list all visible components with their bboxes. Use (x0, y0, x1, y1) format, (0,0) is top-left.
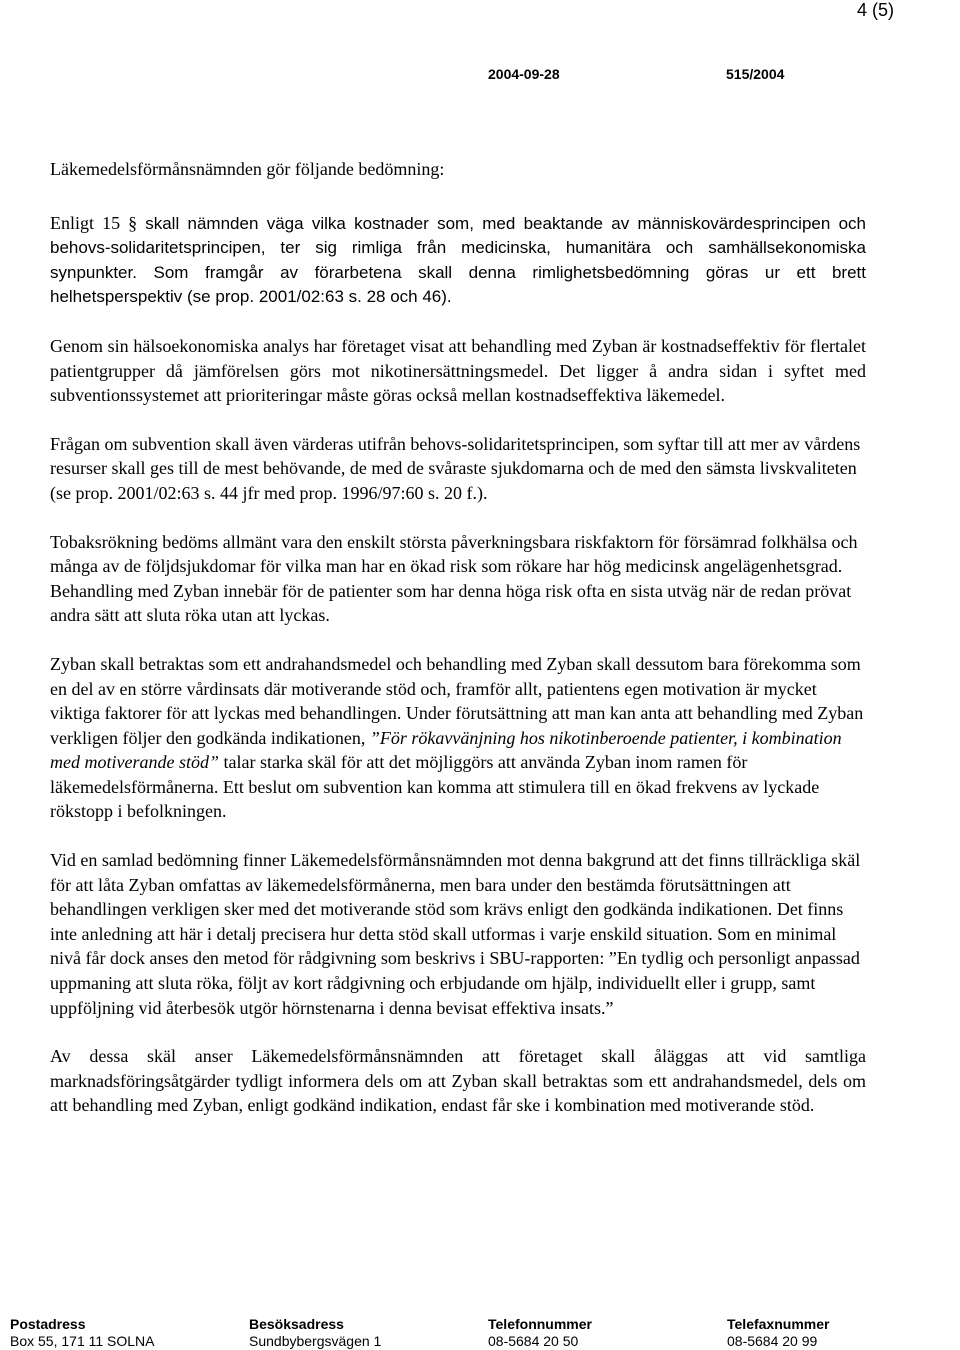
page-number: 4 (5) (856, 0, 894, 20)
footer-phone-label: Telefonnummer (488, 1316, 592, 1332)
footer-postal-label: Postadress (10, 1316, 86, 1332)
paragraph-text: skall nämnden väga vilka kostnader som, med beaktande av människovärdesprincipen och behovs-solidaritetsprincipen, ter sig rimliga från medicinska, humanitära och samhällsekonomiska synpunkter. (50, 213, 867, 282)
document-date: 2004-09-28 (488, 66, 560, 82)
section-symbol: § (120, 212, 146, 233)
paragraph-legal-basis (50, 211, 866, 310)
footer-postal (10, 1316, 155, 1350)
paragraph-marketing-requirement: Av dessa skäl anser Läkemedelsförmånsnämnden att företaget skall åläggas att vid samtliga marknadsföringsåtgärder tydligt informera dels om att Zyban skall betraktas som ett andrahandsmedel, dels om att behandling med Zyban, enligt godkänd indikation, endast får ske i kombination med motiverande stöd. (50, 1046, 866, 1116)
paragraph-text: Zyban skall betraktas som ett andrahandsmedel och behandling med Zyban skall dessutom bara förekomma som en del av en större vårdinsats där motiverande stöd och, framför allt, patientens egen motivation är mycket viktiga faktorer för att lyckas med behandlingen. Under förutsättning att man kan anta att behandling med Zyban verkligen följer den godkända indikationen, (50, 653, 864, 748)
paragraph-text: Som framgår av förarbetena skall denna rimlighetsbedömning göras ur ett brett helhetsperspektiv (se prop. 2001/02:63 s. 28 och 46). (50, 262, 866, 307)
footer-visit-label: Besöksadress (249, 1316, 344, 1332)
footer-fax (727, 1316, 829, 1350)
footer-phone (488, 1316, 592, 1350)
section-heading: Läkemedelsförmånsnämnden gör följande bedömning: (50, 159, 445, 179)
document-body (50, 157, 866, 1142)
indication-quote: ”För rökavvänjning hos nikotinberoende patienter, i kombination med motiverande stöd” (50, 727, 842, 773)
paragraph-health-economics: Genom sin hälsoekonomiska analys har företaget visat att behandling med Zyban är kostnadseffektiv för flertalet patientgrupper då jämförelsen görs mot nikotinersättningsmedel. Det ligger å andra sidan i syftet med subventionssystemet att prioriteringar måste göras också mellan kostnadseffektiva läkemedel. (50, 335, 866, 406)
footer-visit-value: Sundbybergsvägen 1 (249, 1333, 382, 1349)
paragraph-zyban-second-line (50, 652, 866, 824)
paragraph-solidarity-principle: Frågan om subvention skall även värderas utifrån behovs-solidaritetsprincipen, som syftar till att mer av vårdens resurser skall ges till de mest behövande, de med de svåraste sjukdomarna och de med den sämsta livskvaliteten (se prop. 2001/02:63 s. 44 jfr med prop. 1996/97:60 s. 20 f.). (50, 433, 861, 503)
paragraph-text: Enligt 15 (50, 212, 121, 233)
page-footer (0, 1316, 960, 1350)
document-number: 515/2004 (726, 66, 785, 82)
footer-phone-value: 08-5684 20 50 (488, 1333, 579, 1349)
footer-fax-label: Telefaxnummer (727, 1316, 830, 1332)
footer-fax-value: 08-5684 20 99 (727, 1333, 818, 1349)
paragraph-text: talar starka skäl för att det möjliggörs att använda Zyban inom ramen för läkemedelsförmånerna. Ett beslut om subvention kan komma att stimulera till en ökad frekvens av lyckade rökstopp i befolkningen. (50, 752, 820, 822)
footer-postal-value: Box 55, 171 11 SOLNA (10, 1333, 155, 1349)
footer-visit (249, 1316, 381, 1350)
paragraph-smoking-risk: Tobaksrökning bedöms allmänt vara den enskilt största påverkningsbara riskfaktorn för försämrad folkhälsa och många av de följdsjukdomar för vilka man har en ökad risk som rökare har hög medicinsk angelägenhetsgrad. Behandling med Zyban innebär för de patienter som har denna höga risk ofta en sista utväg när de redan prövat andra sätt att sluta röka utan att lyckas. (50, 531, 858, 626)
paragraph-overall-assessment: Vid en samlad bedömning finner Läkemedelsförmånsnämnden mot denna bakgrund att det finns tillräckliga skäl för att låta Zyban omfattas av läkemedelsförmånerna, men bara under den bestämda förutsättningen att behandlingen verkligen sker med det motiverande stöd som krävs enligt den godkända indikationen. Det finns inte anledning att här i detalj precisera hur detta stöd skall utformas i varje enskild situation. Som en minimal nivå får dock anses den metod för rådgivning som beskrivs i SBU-rapporten: ”En tydlig och personligt anpassad uppmaning att sluta röka, följt av kort rådgivning och erbjudande om hjälp, individuellt eller i grupp, samt uppföljning vid återbesök utgör hörnstenarna i denna bevisat effektiva insats.” (50, 850, 861, 1018)
